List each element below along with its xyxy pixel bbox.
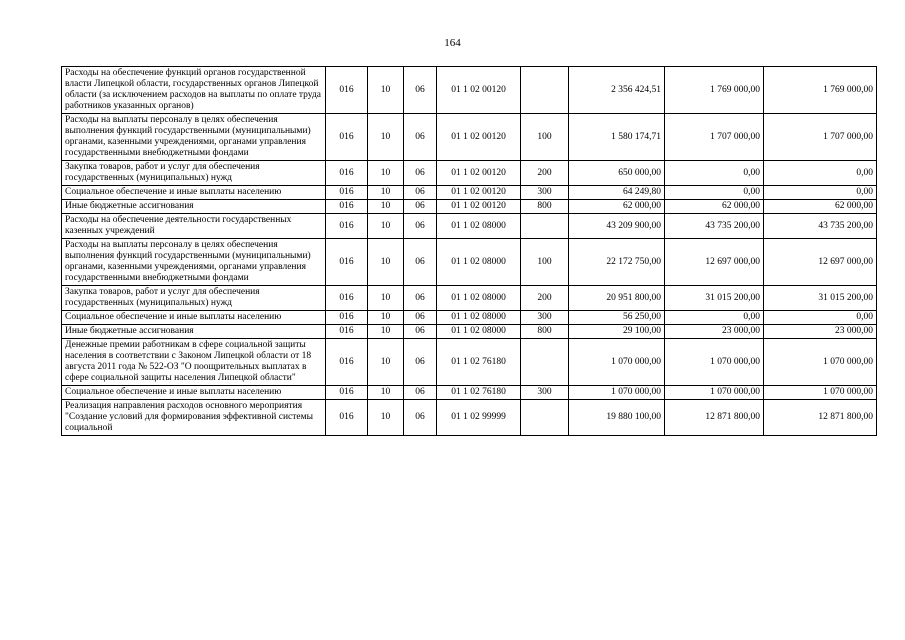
row-subsection-code: 06 (404, 239, 437, 286)
row-subsection-code: 06 (404, 386, 437, 400)
row-grbs-code: 016 (326, 286, 368, 311)
row-expense-type: 800 (521, 200, 569, 214)
table-row (62, 114, 877, 161)
row-amount-1: 1 070 000,00 (569, 386, 665, 400)
row-amount-2: 31 015 200,00 (665, 286, 764, 311)
row-amount-3: 62 000,00 (764, 200, 877, 214)
table-row (62, 386, 877, 400)
table-row (62, 400, 877, 436)
row-target-article: 01 1 02 08000 (437, 325, 521, 339)
row-amount-1: 650 000,00 (569, 161, 665, 186)
row-expense-type: 100 (521, 239, 569, 286)
row-amount-3: 12 871 800,00 (764, 400, 877, 436)
row-section-code: 10 (368, 311, 404, 325)
row-target-article: 01 1 02 00120 (437, 67, 521, 114)
row-amount-2: 1 070 000,00 (665, 386, 764, 400)
row-section-code: 10 (368, 286, 404, 311)
row-expense-type: 800 (521, 325, 569, 339)
row-amount-2: 1 707 000,00 (665, 114, 764, 161)
row-subsection-code: 06 (404, 186, 437, 200)
row-grbs-code: 016 (326, 386, 368, 400)
row-description-text: Реализация направления расходов основного мероприятия "Создание условий для формирования эффективной системы социальной (65, 401, 314, 433)
row-grbs-code: 016 (326, 239, 368, 286)
row-description (62, 400, 326, 436)
row-section-code: 10 (368, 400, 404, 436)
row-target-article: 01 1 02 00120 (437, 161, 521, 186)
row-target-article: 01 1 02 08000 (437, 286, 521, 311)
row-subsection-code: 06 (404, 339, 437, 386)
row-amount-1: 19 880 100,00 (569, 400, 665, 436)
row-section-code: 10 (368, 239, 404, 286)
row-grbs-code: 016 (326, 339, 368, 386)
table-row (62, 339, 877, 386)
row-grbs-code: 016 (326, 214, 368, 239)
row-grbs-code: 016 (326, 186, 368, 200)
row-expense-type: 200 (521, 161, 569, 186)
row-expense-type (521, 214, 569, 239)
row-description: Социальное обеспечение и иные выплаты населению (62, 186, 326, 200)
row-subsection-code: 06 (404, 114, 437, 161)
row-description: Расходы на обеспечение деятельности государственных казенных учреждений (62, 214, 326, 239)
row-subsection-code: 06 (404, 400, 437, 436)
row-section-code: 10 (368, 114, 404, 161)
row-section-code: 10 (368, 214, 404, 239)
row-amount-3: 1 070 000,00 (764, 339, 877, 386)
row-target-article: 01 1 02 00120 (437, 114, 521, 161)
row-amount-3: 0,00 (764, 161, 877, 186)
table-row (62, 186, 877, 200)
table-row (62, 214, 877, 239)
row-amount-3: 0,00 (764, 311, 877, 325)
row-subsection-code: 06 (404, 200, 437, 214)
row-section-code: 10 (368, 67, 404, 114)
row-amount-3: 1 769 000,00 (764, 67, 877, 114)
row-target-article: 01 1 02 08000 (437, 239, 521, 286)
row-amount-3: 31 015 200,00 (764, 286, 877, 311)
table-row (62, 239, 877, 286)
table-row (62, 311, 877, 325)
row-amount-2: 43 735 200,00 (665, 214, 764, 239)
table-row (62, 325, 877, 339)
row-amount-2: 0,00 (665, 186, 764, 200)
row-amount-2: 1 070 000,00 (665, 339, 764, 386)
row-grbs-code: 016 (326, 114, 368, 161)
row-grbs-code: 016 (326, 325, 368, 339)
row-section-code: 10 (368, 161, 404, 186)
row-description: Иные бюджетные ассигнования (62, 325, 326, 339)
row-subsection-code: 06 (404, 286, 437, 311)
row-expense-type (521, 67, 569, 114)
row-amount-1: 1 070 000,00 (569, 339, 665, 386)
row-amount-3: 12 697 000,00 (764, 239, 877, 286)
row-section-code: 10 (368, 386, 404, 400)
row-target-article: 01 1 02 08000 (437, 311, 521, 325)
row-target-article: 01 1 02 99999 (437, 400, 521, 436)
row-expense-type: 100 (521, 114, 569, 161)
row-amount-2: 23 000,00 (665, 325, 764, 339)
row-section-code: 10 (368, 200, 404, 214)
row-expense-type (521, 400, 569, 436)
row-grbs-code: 016 (326, 67, 368, 114)
row-amount-2: 0,00 (665, 311, 764, 325)
row-expense-type: 300 (521, 186, 569, 200)
row-amount-1: 22 172 750,00 (569, 239, 665, 286)
row-subsection-code: 06 (404, 214, 437, 239)
row-description: Социальное обеспечение и иные выплаты населению (62, 311, 326, 325)
row-expense-type: 300 (521, 386, 569, 400)
row-description: Закупка товаров, работ и услуг для обеспечения государственных (муниципальных) нужд (62, 161, 326, 186)
row-amount-3: 1 070 000,00 (764, 386, 877, 400)
row-amount-2: 1 769 000,00 (665, 67, 764, 114)
row-target-article: 01 1 02 08000 (437, 214, 521, 239)
row-amount-1: 20 951 800,00 (569, 286, 665, 311)
row-subsection-code: 06 (404, 161, 437, 186)
table-row (62, 161, 877, 186)
row-target-article: 01 1 02 00120 (437, 186, 521, 200)
row-description: Закупка товаров, работ и услуг для обеспечения государственных (муниципальных) нужд (62, 286, 326, 311)
row-amount-3: 23 000,00 (764, 325, 877, 339)
row-subsection-code: 06 (404, 311, 437, 325)
row-amount-1: 56 250,00 (569, 311, 665, 325)
row-amount-2: 12 871 800,00 (665, 400, 764, 436)
row-grbs-code: 016 (326, 400, 368, 436)
row-description: Иные бюджетные ассигнования (62, 200, 326, 214)
table-row (62, 67, 877, 114)
row-grbs-code: 016 (326, 311, 368, 325)
row-amount-3: 1 707 000,00 (764, 114, 877, 161)
budget-table (61, 66, 877, 436)
row-description: Расходы на выплаты персоналу в целях обеспечения выполнения функций государственными (муниципальными) органами, казенными учреждениями, органами управления государственными внебюджетными фондами (62, 239, 326, 286)
row-amount-1: 29 100,00 (569, 325, 665, 339)
row-subsection-code: 06 (404, 67, 437, 114)
row-target-article: 01 1 02 76180 (437, 386, 521, 400)
row-subsection-code: 06 (404, 325, 437, 339)
row-grbs-code: 016 (326, 161, 368, 186)
row-amount-1: 62 000,00 (569, 200, 665, 214)
row-amount-1: 2 356 424,51 (569, 67, 665, 114)
row-expense-type: 200 (521, 286, 569, 311)
table-row (62, 200, 877, 214)
table-body (62, 67, 877, 436)
row-amount-2: 12 697 000,00 (665, 239, 764, 286)
table-row (62, 286, 877, 311)
row-section-code: 10 (368, 186, 404, 200)
row-description: Расходы на обеспечение функций органов государственной власти Липецкой области, государственных органов Липецкой области (за исключением расходов на выплаты по оплате труда работников указанных органов) (62, 67, 326, 114)
row-section-code: 10 (368, 339, 404, 386)
row-amount-3: 0,00 (764, 186, 877, 200)
page-number: 164 (444, 37, 461, 49)
row-grbs-code: 016 (326, 200, 368, 214)
row-expense-type (521, 339, 569, 386)
row-description: Социальное обеспечение и иные выплаты населению (62, 386, 326, 400)
row-amount-2: 0,00 (665, 161, 764, 186)
row-target-article: 01 1 02 76180 (437, 339, 521, 386)
row-description: Денежные премии работникам в сфере социальной защиты населения в соответствии с Законом Липецкой области от 18 августа 2011 года № 522-ОЗ "О поощрительных выплатах в сфере социальной защиты населения Липецкой области" (62, 339, 326, 386)
row-amount-1: 43 209 900,00 (569, 214, 665, 239)
row-amount-1: 1 580 174,71 (569, 114, 665, 161)
row-amount-3: 43 735 200,00 (764, 214, 877, 239)
row-section-code: 10 (368, 325, 404, 339)
row-amount-1: 64 249,80 (569, 186, 665, 200)
row-description: Расходы на выплаты персоналу в целях обеспечения выполнения функций государственными (муниципальными) органами, казенными учреждениями, органами управления государственными внебюджетными фондами (62, 114, 326, 161)
row-expense-type: 300 (521, 311, 569, 325)
row-target-article: 01 1 02 00120 (437, 200, 521, 214)
row-amount-2: 62 000,00 (665, 200, 764, 214)
